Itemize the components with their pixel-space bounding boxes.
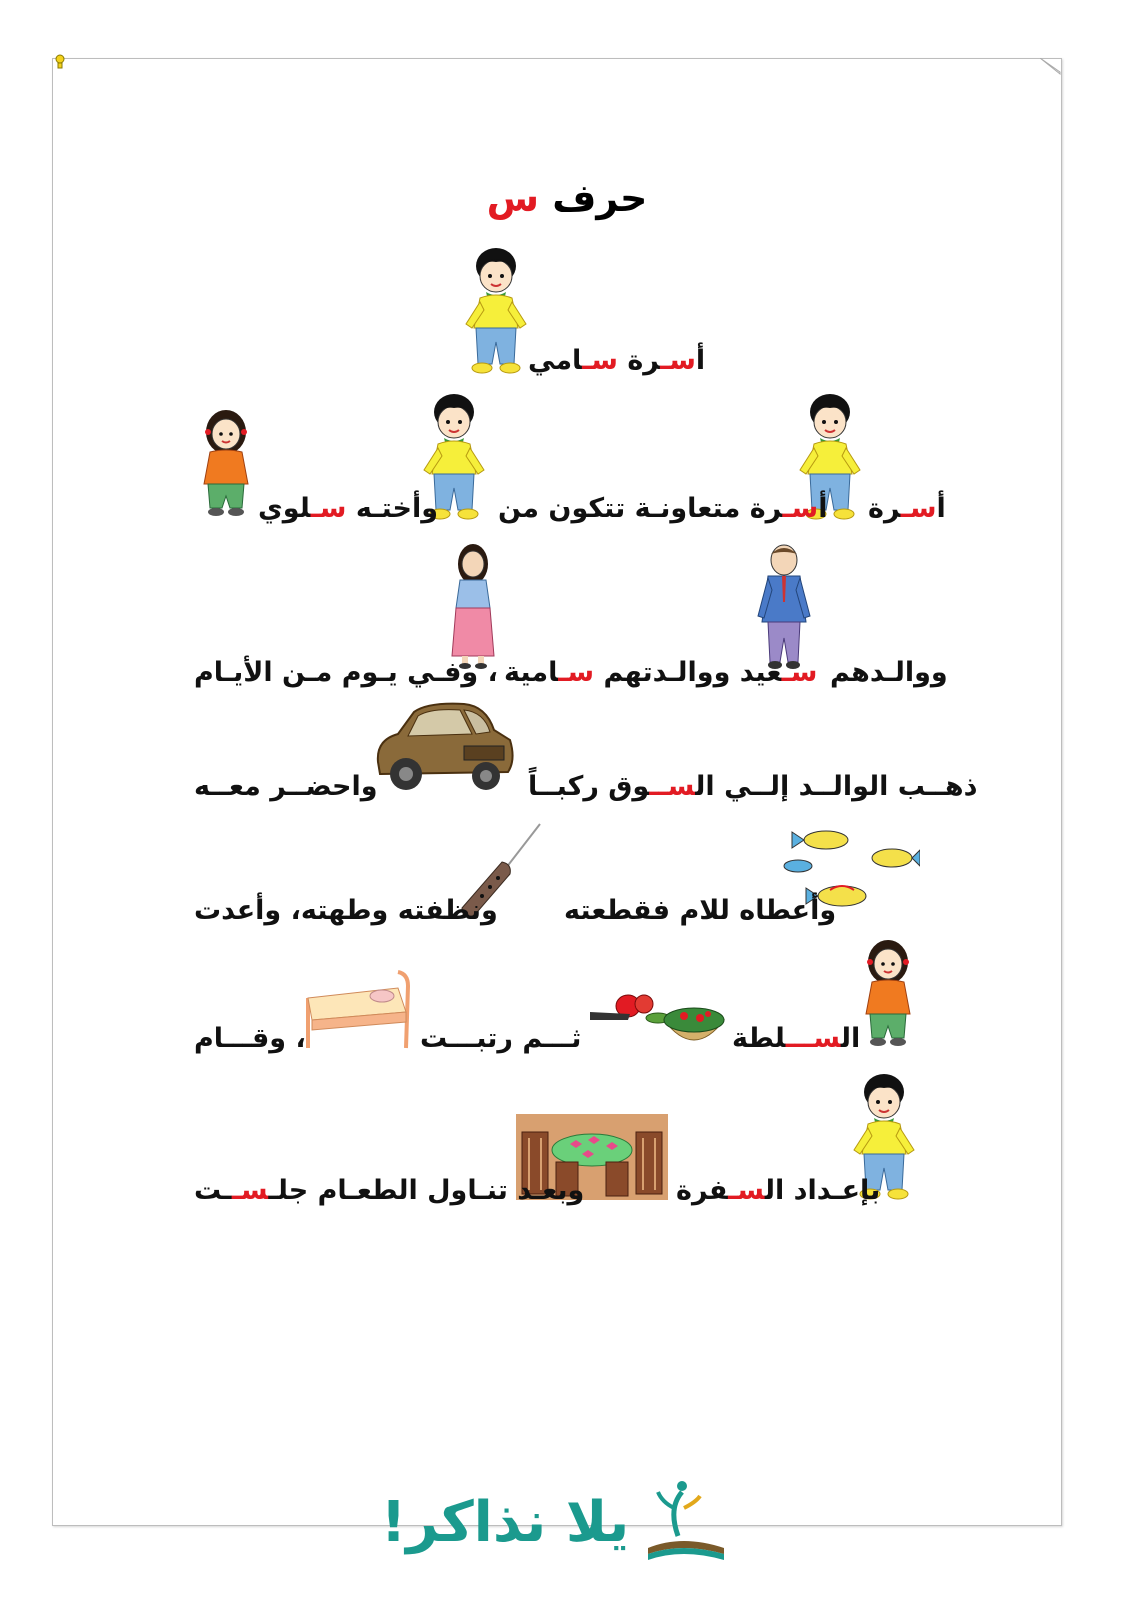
father-image xyxy=(754,542,814,672)
text-gave-mother: وأعطاه للام فقطعته xyxy=(564,895,837,926)
yalla-nzaker-logo xyxy=(380,1478,740,1568)
boy-sami-image xyxy=(456,246,536,376)
text-sister-salwa: وأختـه سـلوي xyxy=(258,493,439,524)
mother-image xyxy=(448,542,498,672)
text-and-did: ، وقـــام xyxy=(194,1023,306,1054)
pin-icon xyxy=(54,54,66,70)
text-sami-family: أسـرة سـامي xyxy=(528,345,706,376)
text-cooperative-family: أسـرة متعاونـة تتكون من xyxy=(498,493,828,524)
logo-figure-icon xyxy=(638,1478,734,1568)
text-family-word: أسـرة xyxy=(868,493,946,524)
logo-text: يلا نذاكر! xyxy=(380,1490,630,1555)
text-then-arranged: ثـــم رتبـــت xyxy=(420,1023,582,1054)
text-their-father: ووالـدهم xyxy=(830,657,948,688)
text-after-eating: وبعـد تنـاول الطعـام جلـســت xyxy=(194,1175,585,1206)
text-setting-table: بإعـداد السـفرة xyxy=(676,1175,881,1206)
bed-image xyxy=(300,968,412,1052)
girl-image-2 xyxy=(858,938,918,1048)
car-image xyxy=(368,700,518,800)
page-curl-icon xyxy=(1040,58,1062,76)
text-salad: الســـلطة xyxy=(732,1023,861,1054)
salad-image xyxy=(584,980,728,1054)
page-title: حرف س xyxy=(486,176,648,220)
text-brought-with-him: واحضــر معــه xyxy=(194,771,378,802)
text-father-to-market: ذهــب الوالــد إلــي الســوق ركبــاً xyxy=(528,771,978,802)
text-cleaned-cooked: ونظفته وطهته، وأعدت xyxy=(194,895,498,926)
text-saeed-samia: سـعيد ووالـدتهم سـامية xyxy=(504,657,818,688)
text-one-day: ، وفـي يـوم مـن الأيـام xyxy=(194,657,498,688)
girl-salwa-image xyxy=(196,408,256,518)
